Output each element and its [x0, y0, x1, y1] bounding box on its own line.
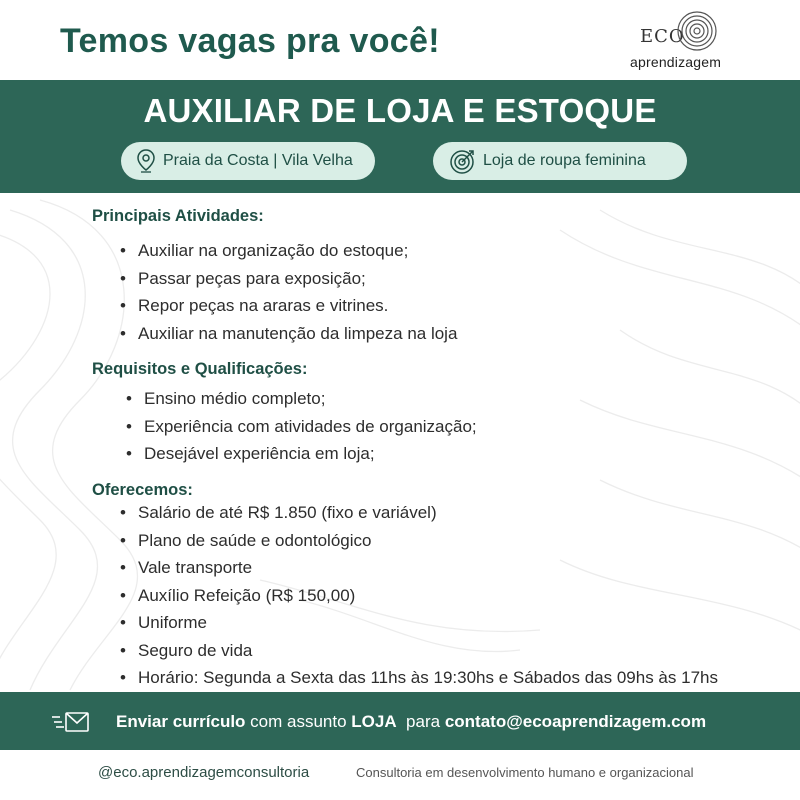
requirements-title: Requisitos e Qualificações:	[92, 360, 308, 378]
logo-subtext: aprendizagem	[630, 54, 722, 70]
list-item: • Auxílio Refeição (R$ 150,00)	[120, 582, 718, 610]
activities-title: Principais Atividades:	[92, 207, 264, 225]
location-pill	[121, 142, 375, 180]
send-resume-text	[116, 712, 706, 732]
target-icon	[449, 147, 477, 175]
list-item: • Passar peças para exposição;	[120, 265, 457, 293]
list-item: • Seguro de vida	[120, 637, 718, 665]
list-item: • Desejável experiência em loja;	[126, 440, 477, 468]
activities-list	[120, 237, 457, 347]
social-handle[interactable]: @eco.aprendizagemconsultoria	[98, 764, 310, 781]
cta-subject: LOJA	[351, 712, 397, 731]
store-type-text: Loja de roupa feminina	[483, 152, 646, 169]
list-item: • Auxiliar na manutenção da limpeza na loja	[120, 320, 457, 348]
location-text: Praia da Costa | Vila Velha	[163, 152, 353, 169]
list-item: • Uniforme	[120, 609, 718, 637]
list-item: • Auxiliar na organização do estoque;	[120, 237, 457, 265]
logo-eco-text: ECO	[640, 26, 685, 47]
cta-send-resume: Enviar currículo	[116, 712, 246, 731]
list-item: • Salário de até R$ 1.850 (fixo e variável)	[120, 499, 718, 527]
tagline: Consultoria em desenvolvimento humano e organizacional	[356, 765, 694, 780]
benefits-title: Oferecemos:	[92, 481, 193, 499]
benefits-list	[120, 499, 718, 692]
job-title: AUXILIAR DE LOJA E ESTOQUE	[143, 92, 657, 129]
headline: Temos vagas pra você!	[60, 22, 440, 60]
list-item: • Vale transporte	[120, 554, 718, 582]
send-mail-icon	[52, 710, 92, 734]
cta-to-label: para	[396, 712, 445, 731]
list-item: • Repor peças na araras e vitrines.	[120, 292, 457, 320]
cta-subject-label: com assunto	[245, 712, 352, 731]
list-item: • Horário: Segunda a Sexta das 11hs às 19:30hs e Sábados das 09hs às 17hs	[120, 664, 718, 692]
store-type-pill	[433, 142, 687, 180]
requirements-list	[126, 385, 477, 468]
list-item: • Ensino médio completo;	[126, 385, 477, 413]
list-item: • Experiência com atividades de organização;	[126, 413, 477, 441]
contact-email-link[interactable]: contato@ecoaprendizagem.com	[444, 712, 707, 731]
eco-aprendizagem-logo	[622, 8, 732, 74]
map-pin-icon	[135, 148, 157, 174]
fingerprint-icon	[676, 10, 718, 52]
list-item: • Plano de saúde e odontológico	[120, 527, 718, 555]
